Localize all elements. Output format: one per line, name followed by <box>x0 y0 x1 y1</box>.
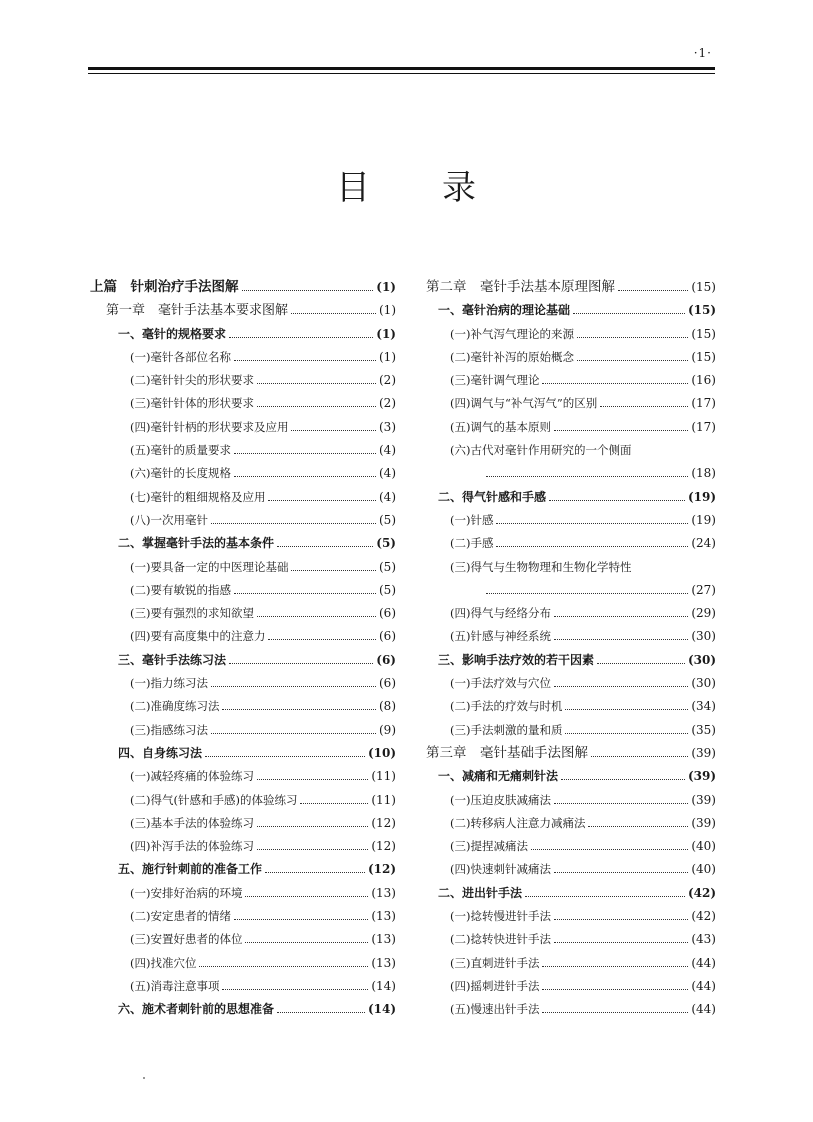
toc-leader-dots <box>257 607 376 617</box>
toc-entry-page: (14) <box>367 1002 396 1017</box>
toc-entry <box>426 532 716 555</box>
toc-entry-label: (六)毫针的长度规格 <box>130 466 231 481</box>
toc-leader-dots <box>542 374 688 384</box>
toc-entry <box>426 579 716 602</box>
toc-entry-page: (15) <box>687 303 716 318</box>
toc-entry-page: (5) <box>379 559 396 574</box>
toc-entry <box>90 486 396 509</box>
toc-leader-dots <box>577 328 688 338</box>
toc-leader-dots <box>291 421 376 431</box>
toc-leader-dots <box>277 537 373 547</box>
toc-leader-dots <box>542 1003 688 1013</box>
toc-entry <box>426 299 716 322</box>
toc-leader-dots <box>268 630 376 640</box>
toc-entry-label: 一、毫针治病的理论基础 <box>438 303 571 318</box>
toc-entry-label: (二)要有敏锐的指感 <box>130 582 231 597</box>
toc-leader-dots <box>554 677 688 687</box>
toc-entry-page: (42) <box>687 885 716 900</box>
toc-leader-dots <box>597 654 685 664</box>
toc-left-column <box>90 276 396 1022</box>
toc-leader-dots <box>257 770 368 780</box>
toc-entry-label: (三)基本手法的体验练习 <box>130 815 254 830</box>
toc-entry-label: (二)得气(针感和手感)的体验练习 <box>130 792 298 807</box>
toc-entry <box>426 323 716 346</box>
toc-entry-page: (34) <box>691 699 716 714</box>
toc-leader-dots <box>257 374 376 384</box>
toc-entry <box>90 602 396 625</box>
toc-entry-page: (14) <box>371 978 396 993</box>
toc-entry-label: (四)找准穴位 <box>130 955 197 970</box>
toc-leader-dots <box>277 1003 365 1013</box>
toc-leader-dots <box>554 910 688 920</box>
toc-entry-page: (6) <box>376 652 396 667</box>
toc-leader-dots <box>577 351 688 361</box>
toc-entry <box>90 556 396 579</box>
toc-entry-page: (2) <box>379 373 396 388</box>
toc-entry-page: (19) <box>691 512 716 527</box>
toc-entry-label: (一)手法疗效与穴位 <box>450 676 551 691</box>
toc-leader-dots <box>268 491 376 501</box>
toc-entry-page: (42) <box>691 909 716 924</box>
toc-entry-label: (二)毫针补泻的原始概念 <box>450 349 574 364</box>
toc-leader-dots <box>291 304 376 314</box>
toc-entry-page: (40) <box>691 862 716 877</box>
toc-entry-page: (19) <box>687 489 716 504</box>
toc-entry-label: (一)针感 <box>450 512 494 527</box>
toc-entry-page: (8) <box>379 699 396 714</box>
toc-entry <box>426 625 716 648</box>
toc-entry <box>90 392 396 415</box>
toc-entry-label: (五)慢速出针手法 <box>450 1002 540 1017</box>
toc-entry-page: (44) <box>691 978 716 993</box>
header-rule-thick <box>88 67 715 70</box>
toc-leader-dots <box>565 700 688 710</box>
toc-leader-dots <box>554 863 688 873</box>
toc-leader-dots <box>588 817 688 827</box>
toc-entry <box>90 532 396 555</box>
toc-entry <box>426 905 716 928</box>
toc-entry <box>90 858 396 881</box>
toc-entry <box>426 765 716 788</box>
toc-entry-label: (二)转移病人注意力减痛法 <box>450 815 586 830</box>
toc-entry <box>426 556 716 579</box>
toc-entry-label: (二)捻转快进针手法 <box>450 932 551 947</box>
toc-entry-label: (一)补气泻气理论的来源 <box>450 326 574 341</box>
toc-entry-label: (六)古代对毫针作用研究的一个侧面 <box>450 443 632 458</box>
toc-entry-label: (四)补泻手法的体验练习 <box>130 839 254 854</box>
toc-entry-page: (3) <box>379 419 396 434</box>
toc-entry-label: 一、毫针的规格要求 <box>118 326 227 341</box>
toc-leader-dots <box>486 467 688 477</box>
toc-entry-page: (9) <box>379 722 396 737</box>
toc-leader-dots <box>257 817 368 827</box>
toc-entry-label: (一)减轻疼痛的体验练习 <box>130 769 254 784</box>
toc-entry-label: (五)调气的基本原则 <box>450 419 551 434</box>
toc-entry-label: (三)得气与生物物理和生物化学特性 <box>450 559 632 574</box>
toc-entry-label: 二、得气针感和手感 <box>438 489 547 504</box>
toc-entry <box>426 695 716 718</box>
toc-entry <box>90 928 396 951</box>
toc-leader-dots <box>591 747 688 757</box>
toc-entry-page: (5) <box>379 512 396 527</box>
toc-entry-label: (一)捻转慢进针手法 <box>450 909 551 924</box>
toc-entry-page: (13) <box>371 955 396 970</box>
toc-entry <box>90 276 396 299</box>
toc-entry-page: (1) <box>379 303 396 318</box>
toc-entry-page: (6) <box>379 606 396 621</box>
toc-entry <box>426 369 716 392</box>
toc-leader-dots <box>222 700 376 710</box>
toc-entry-page: (40) <box>691 839 716 854</box>
toc-entry <box>426 928 716 951</box>
toc-entry-page: (4) <box>379 466 396 481</box>
toc-entry-label: 第一章 毫针手法基本要求图解 <box>106 303 289 319</box>
toc-entry-page: (4) <box>379 443 396 458</box>
toc-leader-dots <box>561 770 685 780</box>
toc-leader-dots <box>554 630 688 640</box>
toc-entry <box>426 649 716 672</box>
toc-leader-dots <box>573 304 685 314</box>
toc-leader-dots <box>229 328 373 338</box>
toc-leader-dots <box>211 677 376 687</box>
toc-leader-dots <box>234 467 376 477</box>
toc-entry-label: 第三章 毫针基础手法图解 <box>426 744 588 761</box>
toc-leader-dots <box>265 863 365 873</box>
toc-entry-page: (12) <box>371 839 396 854</box>
toc-entry <box>426 602 716 625</box>
toc-entry <box>426 952 716 975</box>
toc-leader-dots <box>554 794 688 804</box>
toc-entry-page: (39) <box>691 745 716 760</box>
toc-entry <box>90 742 396 765</box>
toc-entry-label: (四)毫针针柄的形状要求及应用 <box>130 419 289 434</box>
toc-right-column <box>426 276 716 1022</box>
toc-entry-label: (二)手法的疗效与时机 <box>450 699 563 714</box>
toc-leader-dots <box>234 584 376 594</box>
toc-entry <box>90 346 396 369</box>
toc-leader-dots <box>234 910 368 920</box>
toc-entry-label: (五)针感与神经系统 <box>450 629 551 644</box>
header-rule-thin <box>88 73 715 74</box>
toc-leader-dots <box>542 957 688 967</box>
toc-entry-label: 四、自身练习法 <box>118 745 203 760</box>
toc-entry <box>426 719 716 742</box>
toc-leader-dots <box>245 933 368 943</box>
toc-entry-page: (17) <box>691 396 716 411</box>
toc-entry-page: (12) <box>367 862 396 877</box>
toc-entry <box>90 416 396 439</box>
toc-leader-dots <box>600 397 688 407</box>
toc-entry <box>90 579 396 602</box>
toc-leader-dots <box>300 794 368 804</box>
toc-entry-label: (三)提捏减痛法 <box>450 839 528 854</box>
toc-entry-page: (27) <box>691 582 716 597</box>
toc-entry-page: (13) <box>371 932 396 947</box>
toc-entry <box>90 369 396 392</box>
toc-entry-page: (10) <box>367 745 396 760</box>
toc-entry <box>426 742 716 765</box>
toc-entry <box>90 719 396 742</box>
toc-entry <box>90 695 396 718</box>
toc-entry <box>90 299 396 322</box>
toc-entry-page: (17) <box>691 419 716 434</box>
toc-entry <box>426 789 716 812</box>
toc-entry-label: (三)毫针针体的形状要求 <box>130 396 254 411</box>
toc-entry <box>90 672 396 695</box>
toc-entry-page: (39) <box>691 792 716 807</box>
toc-leader-dots <box>199 957 368 967</box>
toc-entry <box>90 905 396 928</box>
toc-leader-dots <box>486 584 688 594</box>
toc-entry-page: (1) <box>376 326 396 341</box>
toc-entry <box>426 975 716 998</box>
toc-entry-label: 五、施行针刺前的准备工作 <box>118 862 263 877</box>
toc-entry-page: (15) <box>691 349 716 364</box>
toc-entry <box>426 416 716 439</box>
toc-entry-label: (二)安定患者的情绪 <box>130 909 231 924</box>
toc-entry <box>426 998 716 1021</box>
toc-entry-page: (39) <box>691 815 716 830</box>
toc-entry-label: (三)安置好患者的体位 <box>130 932 243 947</box>
toc-entry-label: (五)消毒注意事项 <box>130 978 220 993</box>
toc-entry-page: (4) <box>379 489 396 504</box>
toc-entry-label: (三)毫针调气理论 <box>450 373 540 388</box>
toc-entry <box>90 998 396 1021</box>
toc-leader-dots <box>554 933 688 943</box>
toc-entry <box>90 812 396 835</box>
toc-entry <box>90 882 396 905</box>
toc-leader-dots <box>618 281 688 291</box>
toc-entry-label: (四)快速刺针减痛法 <box>450 862 551 877</box>
scan-speck <box>143 1077 145 1079</box>
toc-entry <box>426 672 716 695</box>
toc-entry-label: (一)要具备一定的中医理论基础 <box>130 559 289 574</box>
toc-entry-page: (30) <box>687 652 716 667</box>
toc-entry-label: (二)准确度练习法 <box>130 699 220 714</box>
toc-leader-dots <box>222 980 368 990</box>
toc-entry-page: (44) <box>691 1002 716 1017</box>
toc-entry <box>426 812 716 835</box>
toc-entry-page: (1) <box>379 349 396 364</box>
toc-leader-dots <box>205 747 365 757</box>
toc-entry-page: (44) <box>691 955 716 970</box>
toc-entry-label: (三)手法刺激的量和质 <box>450 722 563 737</box>
toc-entry-label: 三、影响手法疗效的若干因素 <box>438 652 595 667</box>
toc-leader-dots <box>554 421 688 431</box>
toc-entry <box>90 509 396 532</box>
toc-entry-page: (24) <box>691 536 716 551</box>
toc-leader-dots <box>496 514 688 524</box>
toc-entry-page: (13) <box>371 909 396 924</box>
toc-entry-page: (12) <box>371 815 396 830</box>
toc-entry-label: (七)毫针的粗细规格及应用 <box>130 489 266 504</box>
toc-entry-page: (11) <box>371 769 396 784</box>
toc-leader-dots <box>542 980 688 990</box>
toc-entry-page: (5) <box>379 582 396 597</box>
toc-leader-dots <box>496 537 688 547</box>
toc-leader-dots <box>291 561 376 571</box>
toc-leader-dots <box>525 887 685 897</box>
toc-entry <box>90 323 396 346</box>
toc-entry <box>426 509 716 532</box>
toc-entry-page: (6) <box>379 629 396 644</box>
toc-entry-label: 一、减痛和无痛刺针法 <box>438 769 559 784</box>
toc-leader-dots <box>531 840 688 850</box>
toc-entry-label: (一)安排好治病的环境 <box>130 885 243 900</box>
toc-entry <box>90 975 396 998</box>
page-title <box>336 160 476 209</box>
toc-entry-page: (30) <box>691 676 716 691</box>
toc-leader-dots <box>242 281 374 291</box>
toc-entry <box>90 765 396 788</box>
toc-entry-page: (15) <box>691 280 716 294</box>
toc-entry-label: (一)压迫皮肤减痛法 <box>450 792 551 807</box>
toc-leader-dots <box>234 444 376 454</box>
toc-entry-page: (30) <box>691 629 716 644</box>
toc-entry-page: (16) <box>691 373 716 388</box>
toc-entry-label: 二、进出针手法 <box>438 885 523 900</box>
toc-entry-page: (35) <box>691 722 716 737</box>
toc-leader-dots <box>549 491 685 501</box>
toc-entry-label: (四)调气与“补气泻气”的区别 <box>450 396 598 411</box>
toc-entry-label: (一)毫针各部位名称 <box>130 349 231 364</box>
toc-leader-dots <box>257 840 368 850</box>
toc-entry-page: (29) <box>691 606 716 621</box>
toc-leader-dots <box>245 887 368 897</box>
toc-entry <box>90 952 396 975</box>
toc-entry <box>90 835 396 858</box>
title-char-1: 目 <box>336 168 370 208</box>
toc-entry <box>90 439 396 462</box>
toc-entry <box>426 858 716 881</box>
toc-entry-label: (八)一次用毫针 <box>130 512 208 527</box>
toc-entry-label: (二)毫针针尖的形状要求 <box>130 373 254 388</box>
toc-leader-dots <box>229 654 373 664</box>
toc-entry-page: (43) <box>691 932 716 947</box>
toc-leader-dots <box>565 724 688 734</box>
toc-entry <box>426 392 716 415</box>
toc-entry-label: (四)得气与经络分布 <box>450 606 551 621</box>
toc-entry <box>90 789 396 812</box>
toc-entry <box>426 276 716 299</box>
toc-leader-dots <box>554 607 688 617</box>
toc-entry <box>426 439 716 462</box>
toc-entry-label: (四)要有高度集中的注意力 <box>130 629 266 644</box>
toc-entry <box>426 882 716 905</box>
toc-entry-page: (39) <box>687 769 716 784</box>
toc-entry-label: 上篇 针刺治疗手法图解 <box>90 279 239 295</box>
toc-entry <box>426 462 716 485</box>
page-number: ·1· <box>693 46 712 60</box>
toc-entry-label: (三)指感练习法 <box>130 722 208 737</box>
toc-entry-page: (2) <box>379 396 396 411</box>
toc-entry-label: 第二章 毫针手法基本原理图解 <box>426 279 615 295</box>
toc-entry-label: (三)要有强烈的求知欲望 <box>130 606 254 621</box>
toc-leader-dots <box>257 397 376 407</box>
toc-entry-page: (1) <box>376 280 396 294</box>
toc-entry-label: 三、毫针手法练习法 <box>118 652 227 667</box>
toc-entry-label: (四)摇刺进针手法 <box>450 978 540 993</box>
toc-entry <box>90 462 396 485</box>
toc-leader-dots <box>234 351 376 361</box>
toc-entry-page: (15) <box>691 326 716 341</box>
title-char-2: 录 <box>442 168 476 208</box>
toc-entry <box>426 835 716 858</box>
toc-entry-page: (6) <box>379 676 396 691</box>
toc-entry <box>426 486 716 509</box>
toc-entry-label: 二、掌握毫针手法的基本条件 <box>118 536 275 551</box>
toc-entry-label: (三)直刺进针手法 <box>450 955 540 970</box>
toc-entry <box>426 346 716 369</box>
toc-leader-dots <box>211 514 376 524</box>
toc-entry <box>90 649 396 672</box>
toc-entry-label: (二)手感 <box>450 536 494 551</box>
toc-entry-page: (11) <box>371 792 396 807</box>
toc-entry-page: (18) <box>691 466 716 481</box>
toc-entry-label: (五)毫针的质量要求 <box>130 443 231 458</box>
toc-entry-label: (一)指力练习法 <box>130 676 208 691</box>
toc-entry <box>90 625 396 648</box>
toc-entry-page: (13) <box>371 885 396 900</box>
toc-entry-page: (5) <box>376 536 396 551</box>
toc-leader-dots <box>211 724 376 734</box>
toc-entry-label: 六、施术者刺针前的思想准备 <box>118 1002 275 1017</box>
